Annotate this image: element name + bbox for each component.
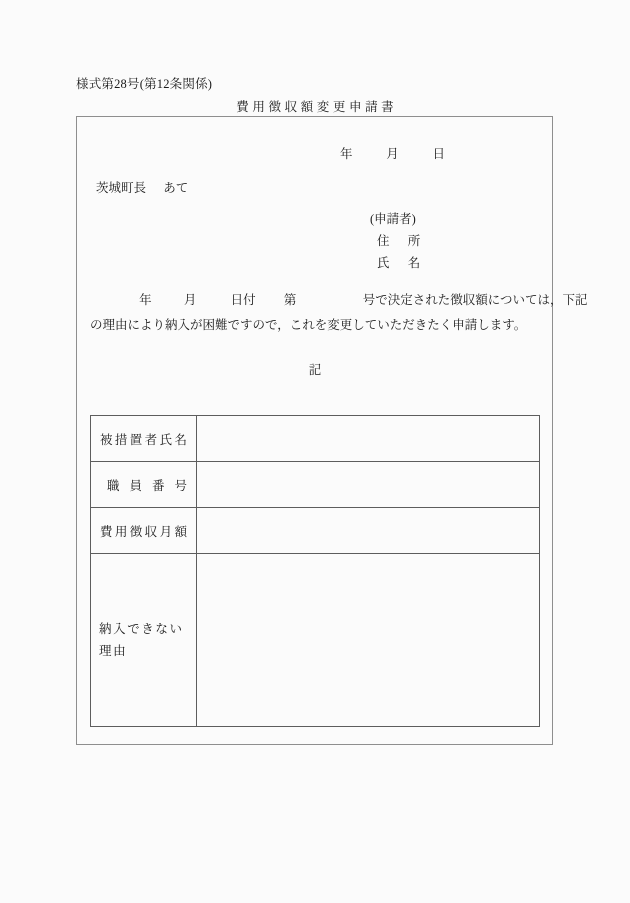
decision-number-prefix: 第 xyxy=(283,293,297,307)
date-year-label: 年 xyxy=(340,147,354,161)
date-line xyxy=(340,144,446,162)
detail-table-body xyxy=(91,416,540,727)
decision-day-label: 日付 xyxy=(230,293,256,307)
form-code-label: 様式第28号(第12条関係) xyxy=(76,77,213,91)
date-day-label: 日 xyxy=(432,147,446,161)
decision-year-label: 年 xyxy=(139,293,152,307)
applicant-heading: (申請者) xyxy=(370,212,416,226)
body-line-1-tail: 号で決定された徴収額については，下記 xyxy=(362,293,588,307)
decision-month-label: 月 xyxy=(183,293,197,307)
row-label: 職員番号 xyxy=(107,478,198,493)
body-paragraph xyxy=(90,288,588,338)
applicant-name-label-b: 名 xyxy=(407,256,421,270)
row-label: 被措置者氏名 xyxy=(99,432,190,447)
body-line-2: の理由により納入が困難ですので，これを変更していただきたく申請します。 xyxy=(90,318,527,332)
body-line-1 xyxy=(90,288,588,313)
row-value-cell[interactable] xyxy=(197,462,540,508)
addressee-suffix: あて xyxy=(163,181,189,195)
row-label: 費用徴収月額 xyxy=(99,524,190,539)
row-value-cell[interactable] xyxy=(197,508,540,554)
row-value-cell[interactable] xyxy=(197,416,540,462)
detail-table xyxy=(90,415,540,727)
row-label-cell xyxy=(91,508,197,554)
addressee-office: 茨城町長 xyxy=(96,181,147,195)
applicant-block xyxy=(370,208,420,274)
applicant-address-label-b: 所 xyxy=(407,234,421,248)
row-label-cell xyxy=(91,416,197,462)
table-row xyxy=(91,416,540,462)
row-label: 納入できない理由 xyxy=(99,622,184,658)
table-row xyxy=(91,462,540,508)
applicant-address-label-a: 住 xyxy=(377,234,390,248)
document-title: 費用徴収額変更申請書 xyxy=(236,100,398,114)
row-label-cell xyxy=(91,554,197,727)
row-value-cell[interactable] xyxy=(197,554,540,727)
table-row xyxy=(91,508,540,554)
applicant-address-row xyxy=(370,230,420,252)
addressee-line xyxy=(96,178,188,196)
ki-mark: 記 xyxy=(308,363,322,377)
row-label-cell xyxy=(91,462,197,508)
applicant-name-row xyxy=(370,252,420,274)
date-month-label: 月 xyxy=(386,147,400,161)
applicant-name-label-a: 氏 xyxy=(377,256,390,270)
table-row xyxy=(91,554,540,727)
